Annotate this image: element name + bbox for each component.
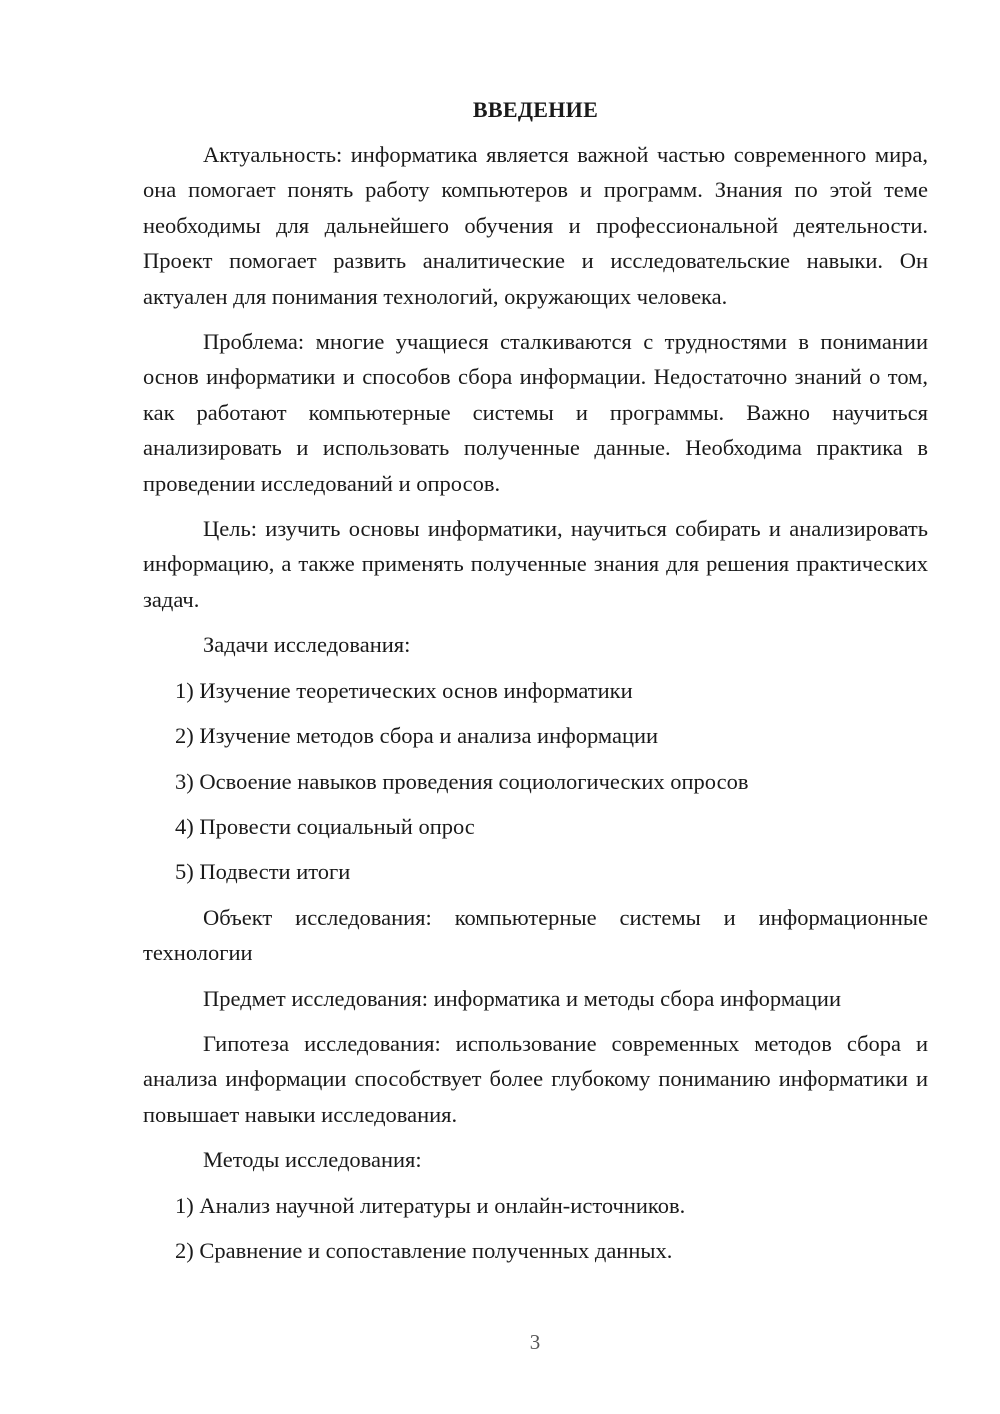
list-item: 2) Изучение методов сбора и анализа информации (175, 723, 659, 749)
tasks-list (143, 673, 928, 890)
tasks-label: Задачи исследования: (203, 632, 411, 658)
page-title: ВВЕДЕНИЕ (472, 97, 599, 122)
page-number: 3 (529, 1330, 541, 1354)
object-paragraph: Объект исследования: компьютерные системы и информационные технологии (143, 904, 928, 966)
methods-label: Методы исследования: (203, 1147, 422, 1173)
problem-paragraph: Проблема: многие учащиеся сталкиваются с трудностями в понимании основ информатики и способов сбора информации. Недостаточно знаний о том, как работают компьютерные системы и программы. Важно научиться анализировать и использовать полученные данные. Необходима практика в проведении исследований и опросов. (143, 329, 928, 496)
relevance-paragraph: Актуальность: информатика является важной частью современного мира, она помогает понять работу компьютеров и программ. Знания по этой теме необходимы для дальнейшего обучения и профессиональной деятельности. Проект помогает развить аналитические и исследовательские навыки. Он актуален для понимания технологий, окружающих человека. (143, 142, 928, 309)
hypothesis-paragraph: Гипотеза исследования: использование современных методов сбора и анализа информации способствует более глубокому пониманию информатики и повышает навыки исследования. (143, 1030, 928, 1127)
list-item: 5) Подвести итоги (175, 859, 351, 885)
subject-paragraph: Предмет исследования: информатика и методы сбора информации (203, 985, 842, 1011)
list-item: 4) Провести социальный опрос (175, 813, 475, 839)
list-item: 1) Изучение теоретических основ информатики (175, 677, 633, 703)
goal-paragraph: Цель: изучить основы информатики, научиться собирать и анализировать информацию, а также применять полученные знания для решения практических задач. (143, 516, 928, 612)
methods-list (143, 1188, 928, 1269)
list-item: 1) Анализ научной литературы и онлайн-источников. (175, 1192, 686, 1218)
list-item: 2) Сравнение и сопоставление полученных данных. (175, 1237, 673, 1263)
page-content (143, 95, 928, 1278)
list-item: 3) Освоение навыков проведения социологических опросов (175, 768, 749, 794)
